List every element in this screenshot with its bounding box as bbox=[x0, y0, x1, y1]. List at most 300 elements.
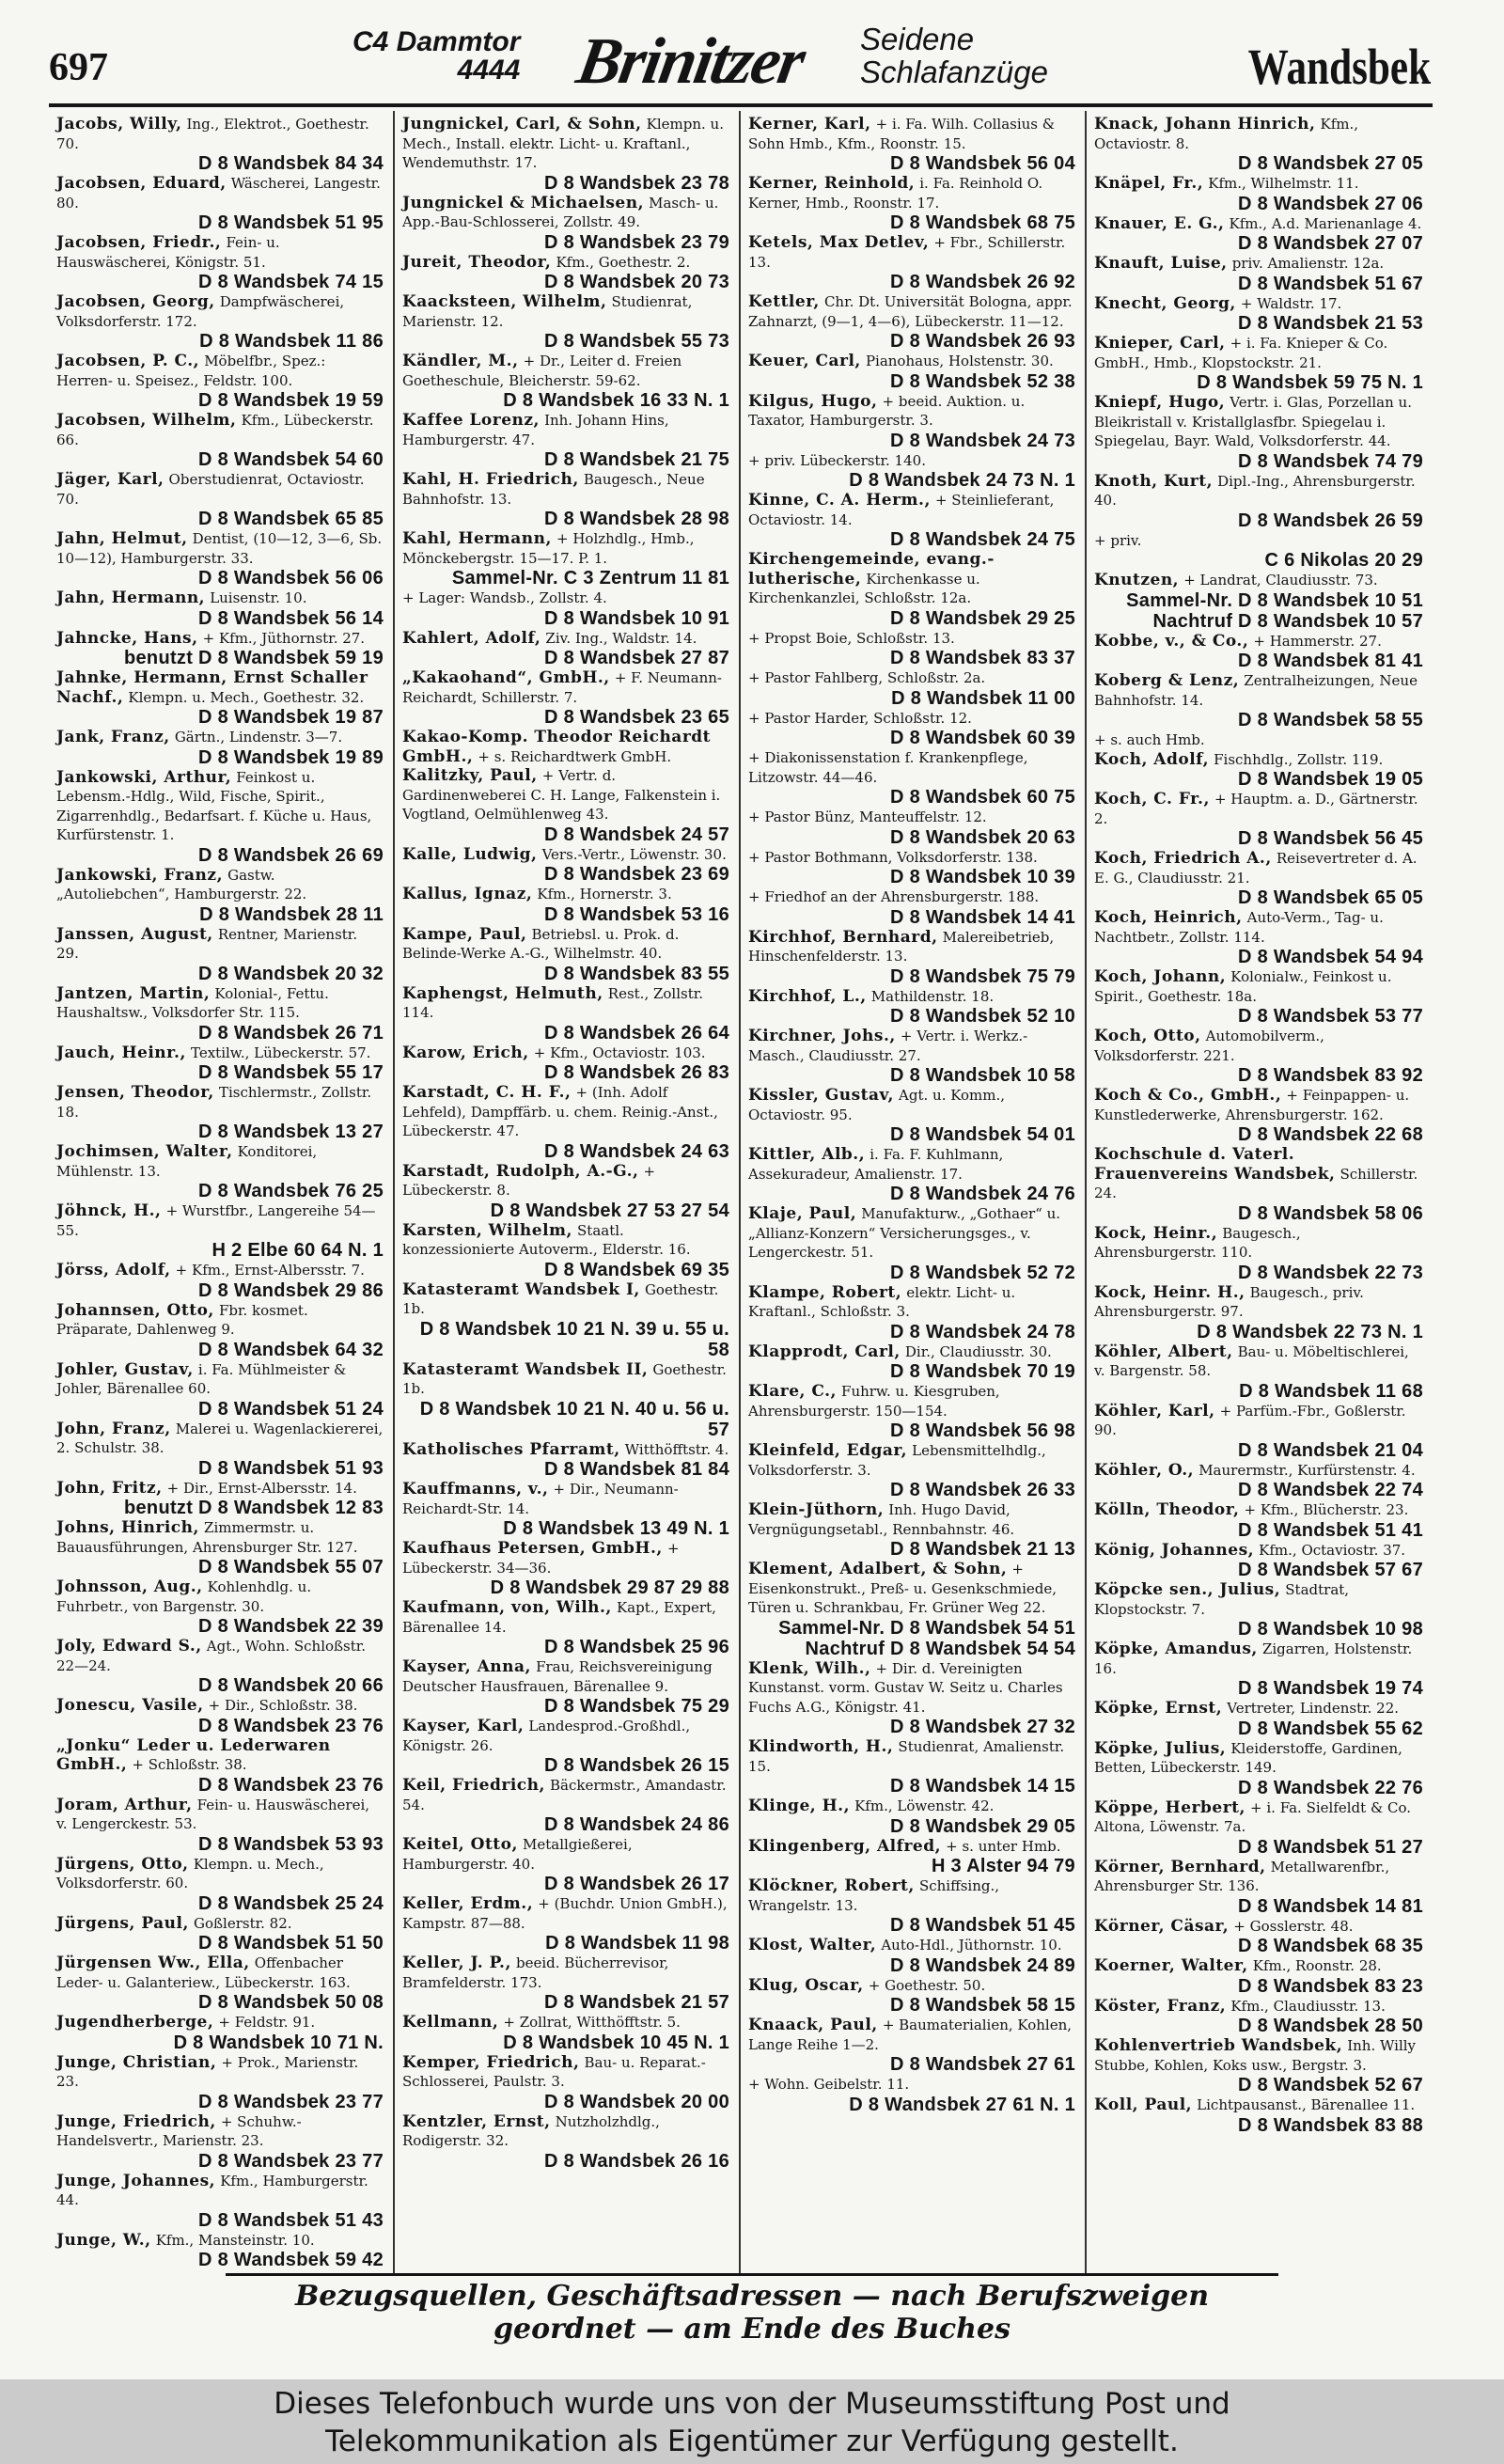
entry-detail: Kohlenhdlg. u. Fuhrbetr., von Bargenstr. 30. bbox=[56, 1578, 312, 1615]
entry-phone-number: D 8 Wandsbek 55 17 bbox=[198, 1062, 384, 1083]
directory-entry bbox=[748, 1382, 1075, 1441]
directory-entry bbox=[748, 1737, 1075, 1797]
entry-detail: Masch- u. App.-Bau-Schlosserei, Zollstr. 49. bbox=[402, 194, 719, 230]
entry-phone-number: D 8 Wandsbek 68 75 bbox=[890, 212, 1075, 233]
entry-detail: Inh. Johann Hins, Hamburgerstr. 47. bbox=[402, 412, 669, 448]
entry-phone-number: D 8 Wandsbek 65 85 bbox=[198, 509, 384, 529]
directory-entry bbox=[402, 845, 729, 886]
entry-phone-number: D 8 Wandsbek 23 77 bbox=[198, 2150, 384, 2172]
header-rule bbox=[49, 103, 1433, 107]
entry-phone-number: D 8 Wandsbek 24 78 bbox=[890, 1321, 1075, 1342]
entry-detail: + Prok., Marienstr. 23. bbox=[56, 2053, 359, 2090]
directory-entry bbox=[748, 1560, 1075, 1659]
entry-phone-number: D 8 Wandsbek 25 96 bbox=[544, 1637, 729, 1657]
entry-phone-number: D 8 Wandsbek 50 08 bbox=[198, 1992, 384, 2013]
directory-entry bbox=[56, 1083, 384, 1142]
directory-entry bbox=[1094, 571, 1423, 632]
entry-name: Koch, Johann, bbox=[1094, 967, 1227, 986]
entry-detail: Lichtpausanst., Bärenallee 11. bbox=[1197, 2096, 1416, 2113]
entry-phone-number: D 8 Wandsbek 27 05 bbox=[1238, 153, 1423, 174]
entry-phone-number: D 8 Wandsbek 51 67 bbox=[1238, 273, 1423, 294]
entry-name: Kock, Heinr. H., bbox=[1094, 1282, 1246, 1302]
directory-entry bbox=[56, 174, 384, 233]
entry-phone-number: D 8 Wandsbek 56 04 bbox=[890, 153, 1075, 174]
notice-line-2: Telekommunikation als Eigentümer zur Verfügung gestellt. bbox=[325, 2425, 1179, 2458]
entry-detail: + Pastor Bünz, Manteuffelstr. 12. bbox=[748, 808, 987, 825]
entry-name: Kaphengst, Helmuth, bbox=[402, 983, 603, 1003]
entry-phone-number: D 8 Wandsbek 54 60 bbox=[198, 449, 384, 470]
entry-phone-number: D 8 Wandsbek 21 13 bbox=[890, 1539, 1075, 1560]
entry-phone-number: D 8 Wandsbek 10 39 bbox=[890, 867, 1075, 887]
entry-detail: Mathildenstr. 18. bbox=[870, 987, 995, 1005]
directory-entry bbox=[56, 1637, 384, 1696]
directory-entry bbox=[402, 194, 729, 253]
entry-detail: Klempn. u. Mech., Volksdorferstr. 60. bbox=[56, 1855, 324, 1891]
column-3 bbox=[741, 111, 1087, 2273]
entry-phone-number: D 8 Wandsbek 14 41 bbox=[890, 906, 1075, 928]
directory-entry bbox=[1094, 1342, 1423, 1402]
entry-detail: Gärtn., Lindenstr. 3—7. bbox=[174, 729, 343, 745]
entry-name: Junge, W., bbox=[56, 2230, 151, 2250]
entry-detail: Luisenstr. 10. bbox=[210, 589, 307, 606]
entry-phone-number: D 8 Wandsbek 52 10 bbox=[890, 1006, 1075, 1027]
entry-name: Karsten, Wilhelm, bbox=[402, 1220, 572, 1240]
running-title: Wandsbek bbox=[1247, 39, 1431, 95]
entry-phone-number: D 8 Wandsbek 26 83 bbox=[544, 1062, 729, 1083]
entry-detail: + Pastor Bothmann, Volksdorferstr. 138. bbox=[748, 848, 1038, 866]
entry-detail: Inh. Willy Stubbe, Kohlen, Koks usw., Bergstr. 3. bbox=[1094, 2037, 1417, 2074]
entry-detail: Kfm., Löwenstr. 42. bbox=[854, 1797, 995, 1814]
directory-entry bbox=[56, 984, 384, 1044]
directory-entry bbox=[1094, 214, 1423, 255]
directory-entry bbox=[402, 589, 729, 629]
entry-name: Kaufhaus Petersen, GmbH., bbox=[402, 1539, 663, 1558]
entry-name: Klenk, Wilh., bbox=[748, 1658, 871, 1678]
entry-name: Keitel, Otto, bbox=[402, 1835, 518, 1854]
directory-entry bbox=[56, 1142, 384, 1201]
entry-detail: + Dir. d. Vereinigten Kunstanst. vorm. Gustav W. Seitz u. Charles Fuchs A.G., Königstr. 41. bbox=[748, 1659, 1063, 1716]
entry-name: Junge, Johannes, bbox=[56, 2171, 216, 2190]
entry-phone-number: D 8 Wandsbek 83 23 bbox=[1238, 1975, 1423, 1997]
entry-phone-number: D 8 Wandsbek 60 39 bbox=[890, 728, 1075, 748]
entry-detail: Goßlerstr. 82. bbox=[194, 1914, 292, 1932]
entry-phone-number: D 8 Wandsbek 27 06 bbox=[1238, 193, 1423, 214]
directory-entry bbox=[1094, 472, 1423, 531]
entry-detail: Kfm., Octaviostr. 8. bbox=[1094, 116, 1359, 152]
entry-name: Kellmann, bbox=[402, 2013, 499, 2032]
directory-entry bbox=[56, 1044, 384, 1084]
entry-detail: + Dr., Leiter d. Freien Goetheschule, Bleicherstr. 59-62. bbox=[402, 353, 682, 389]
entry-phone-number: Sammel-Nr. D 8 Wandsbek 10 51 Nachtruf D 8 Wandsbek 10 57 bbox=[1126, 589, 1423, 632]
ownership-notice bbox=[0, 2379, 1504, 2464]
entry-phone-number: D 8 Wandsbek 21 04 bbox=[1238, 1439, 1423, 1461]
entry-name: Jörss, Adolf, bbox=[56, 1261, 171, 1279]
directory-entry bbox=[748, 808, 1075, 848]
directory-entry bbox=[56, 1420, 384, 1479]
directory-entry bbox=[748, 352, 1075, 392]
entry-phone-number: D 8 Wandsbek 26 71 bbox=[198, 1022, 384, 1044]
entry-name: Knauft, Luise, bbox=[1094, 254, 1228, 273]
directory-entry bbox=[56, 1736, 384, 1796]
entry-detail: Konditorei, Mühlenstr. 13. bbox=[56, 1143, 318, 1180]
entry-detail: + Steinlieferant, Octaviostr. 14. bbox=[748, 492, 1055, 528]
entry-phone-number: D 8 Wandsbek 11 68 bbox=[1239, 1380, 1423, 1402]
directory-entry bbox=[1094, 115, 1423, 174]
entry-name: Jahn, Helmut, bbox=[56, 529, 188, 548]
entry-detail: Baugesch., Neue Bahnhofstr. 13. bbox=[402, 471, 705, 508]
entry-name: Jürgens, Paul, bbox=[56, 1913, 189, 1933]
entry-detail: + Holzhdlg., Hmb., Mönckebergstr. 15—17. P. 1. bbox=[402, 530, 695, 567]
entry-phone-number: D 8 Wandsbek 51 45 bbox=[890, 1915, 1075, 1936]
entry-name: Klement, Adalbert, & Sohn, bbox=[748, 1560, 1008, 1578]
entry-name: Kerner, Reinhold, bbox=[748, 174, 916, 193]
entry-name: Kahlert, Adolf, bbox=[402, 628, 541, 648]
entry-phone-number: D 8 Wandsbek 22 73 N. 1 bbox=[1197, 1321, 1423, 1342]
entry-name: Jacobsen, Wilhelm, bbox=[56, 411, 237, 430]
directory-entry bbox=[1094, 790, 1423, 849]
directory-entry bbox=[402, 470, 729, 529]
entry-name: Koch, C. Fr., bbox=[1094, 790, 1210, 808]
entry-phone-number: D 8 Wandsbek 23 77 bbox=[198, 2091, 384, 2112]
entry-detail: Baugesch., priv. Ahrensburgerstr. 97. bbox=[1094, 1283, 1364, 1320]
entry-detail: Fein- u. Hauswäscherei, Königstr. 51. bbox=[56, 234, 280, 271]
directory-entry bbox=[1094, 1640, 1423, 1699]
entry-name: „Kakaohand“, GmbH., bbox=[402, 668, 610, 687]
entry-name: Keller, Erdm., bbox=[402, 1894, 534, 1913]
directory-entry bbox=[402, 1280, 729, 1360]
entry-name: Knauer, E. G., bbox=[1094, 213, 1225, 233]
entry-detail: Baugesch., Ahrensburgerstr. 110. bbox=[1094, 1224, 1301, 1261]
entry-detail: Kfm., Roonstr. 28. bbox=[1252, 1957, 1382, 1974]
entry-phone-number: D 8 Wandsbek 23 69 bbox=[544, 864, 729, 885]
entry-detail: Vertreter, Lindenstr. 22. bbox=[1227, 1700, 1400, 1717]
entry-detail: i. Fa. Reinhold O. Kerner, Hmb., Roonstr. 17. bbox=[748, 175, 1043, 212]
directory-entry bbox=[56, 2112, 384, 2172]
entry-phone-number: D 8 Wandsbek 29 05 bbox=[890, 1815, 1075, 1837]
directory-entry bbox=[1094, 1956, 1423, 1997]
entry-name: Kissler, Gustav, bbox=[748, 1086, 894, 1105]
entry-phone-number: D 8 Wandsbek 56 06 bbox=[198, 568, 384, 589]
entry-detail: Agt., Wohn. Schloßstr. 22—24. bbox=[56, 1638, 367, 1674]
entry-phone-number: D 8 Wandsbek 21 53 bbox=[1238, 313, 1423, 334]
entry-name: Karstadt, C. H. F., bbox=[402, 1083, 572, 1102]
entry-phone-number: C 6 Nikolas 20 29 bbox=[1264, 550, 1423, 571]
entry-detail: Kapt., Expert, Bärenallee 14. bbox=[402, 1599, 716, 1636]
entry-phone-number: D 8 Wandsbek 59 42 bbox=[198, 2250, 384, 2270]
entry-detail: elektr. Licht- u. Kraftanl., Schloßstr. 3. bbox=[748, 1283, 1016, 1320]
entry-phone-number: D 8 Wandsbek 58 55 bbox=[1238, 710, 1423, 730]
directory-entry bbox=[56, 925, 384, 984]
entry-detail: Kfm., Goethestr. 2. bbox=[556, 253, 691, 271]
entry-name: Köhler, O., bbox=[1094, 1460, 1195, 1480]
entry-name: Jäger, Karl, bbox=[56, 470, 164, 489]
entry-name: Kaufmann, von, Wilh., bbox=[402, 1598, 612, 1617]
entry-detail: + i. Fa. Sielfeldt & Co. Altona, Löwenstr. 7a. bbox=[1094, 1798, 1412, 1835]
entry-name: Köpke, Julius, bbox=[1094, 1738, 1227, 1758]
entry-detail: Auto-Verm., Tag- u. Nachtbetr., Zollstr. 114. bbox=[1094, 909, 1384, 946]
entry-name: Köpcke sen., Julius, bbox=[1094, 1580, 1281, 1599]
directory-entry bbox=[56, 1261, 384, 1301]
entry-phone-number: D 8 Wandsbek 51 95 bbox=[198, 212, 384, 233]
directory-entry bbox=[402, 529, 729, 589]
directory-entry bbox=[402, 1083, 729, 1162]
entry-phone-number: D 8 Wandsbek 83 55 bbox=[544, 963, 729, 984]
directory-entry bbox=[748, 292, 1075, 352]
entry-detail: Kolonialw., Feinkost u. Spirit., Goethestr. 18a. bbox=[1094, 968, 1392, 1005]
directory-entry bbox=[1094, 1086, 1423, 1145]
entry-name: Jahn, Hermann, bbox=[56, 589, 206, 607]
entry-name: Janssen, August, bbox=[56, 924, 213, 944]
entry-name: Knutzen, bbox=[1094, 571, 1180, 589]
entry-phone-number: D 8 Wandsbek 19 74 bbox=[1238, 1678, 1423, 1699]
directory-entry bbox=[402, 1954, 729, 2013]
entry-detail: + s. Reichardtwerk GmbH. bbox=[478, 747, 672, 765]
entry-detail: Malerei u. Wagenlackiererei, 2. Schulstr. 38. bbox=[56, 1420, 384, 1456]
directory-entry bbox=[748, 1145, 1075, 1204]
directory-entry bbox=[56, 1696, 384, 1736]
entry-name: Kirchengemeinde, evang.-lutherische, bbox=[748, 550, 995, 589]
entry-name: Koll, Paul, bbox=[1094, 2095, 1193, 2114]
directory-entry bbox=[56, 1954, 384, 2013]
entry-detail: Zentralheizungen, Neue Bahnhofstr. 14. bbox=[1094, 672, 1418, 709]
entry-detail: + Hammerstr. 27. bbox=[1253, 632, 1382, 650]
directory-entry bbox=[56, 1479, 384, 1519]
entry-phone-number: D 8 Wandsbek 26 93 bbox=[890, 331, 1075, 352]
directory-entry bbox=[402, 1360, 729, 1440]
entry-phone-number: D 8 Wandsbek 22 39 bbox=[198, 1616, 384, 1637]
entry-name: Knaack, Paul, bbox=[748, 2016, 878, 2034]
entry-name: Kölln, Theodor, bbox=[1094, 1500, 1240, 1519]
entry-name: Jureit, Theodor, bbox=[402, 252, 552, 272]
entry-detail: + Pastor Fahlberg, Schloßstr. 2a. bbox=[748, 669, 986, 686]
entry-detail: Fischhdlg., Zollstr. 119. bbox=[1214, 750, 1384, 768]
entry-detail: + Lager: Wandsb., Zollstr. 4. bbox=[402, 589, 607, 606]
entry-phone-number: D 8 Wandsbek 10 98 bbox=[1238, 1619, 1423, 1640]
entry-detail: Rentner, Marienstr. 29. bbox=[56, 925, 358, 962]
entry-name: Jungnickel & Michaelsen, bbox=[402, 193, 644, 212]
directory-entry bbox=[56, 1796, 384, 1855]
directory-entry bbox=[402, 1717, 729, 1776]
entry-detail: Kfm., Claudiusstr. 13. bbox=[1230, 1997, 1386, 2015]
entry-phone-number: D 8 Wandsbek 27 32 bbox=[890, 1717, 1075, 1737]
entry-name: Kirchhof, Bernhard, bbox=[748, 927, 938, 947]
entry-detail: + s. unter Hmb. bbox=[946, 1837, 1061, 1855]
directory-entry bbox=[56, 115, 384, 174]
directory-entry bbox=[402, 925, 729, 984]
ad-phone-block bbox=[352, 28, 520, 85]
entry-name: Knecht, Georg, bbox=[1094, 293, 1236, 313]
directory-entry bbox=[56, 589, 384, 629]
entry-detail: Witthöfftstr. 4. bbox=[624, 1440, 729, 1458]
entry-phone-number: D 8 Wandsbek 26 69 bbox=[198, 844, 384, 866]
entry-detail: + Hauptm. a. D., Gärtnerstr. 2. bbox=[1094, 791, 1418, 827]
entry-detail: Kirchenkasse u. Kirchenkanzlei, Schloßstr. 12a. bbox=[748, 570, 980, 606]
entry-detail: Schillerstr. 24. bbox=[1094, 1165, 1418, 1201]
entry-phone-number: D 8 Wandsbek 51 41 bbox=[1238, 1519, 1423, 1541]
entry-name: Jankowski, Franz, bbox=[56, 865, 223, 885]
entry-name: Koch, Adolf, bbox=[1094, 749, 1210, 769]
entry-name: Keller, J. P., bbox=[402, 1954, 511, 1972]
entry-name: Johler, Gustav, bbox=[56, 1359, 194, 1379]
entry-phone-number: D 8 Wandsbek 69 35 bbox=[544, 1259, 729, 1280]
ad-exchange: C4 Dammtor bbox=[352, 26, 521, 57]
directory-entry bbox=[1094, 849, 1423, 908]
entry-phone-number: D 8 Wandsbek 28 50 bbox=[1238, 2016, 1423, 2036]
entry-phone-number: D 8 Wandsbek 19 87 bbox=[198, 707, 384, 728]
directory-entry bbox=[402, 1480, 729, 1539]
entry-name: Karow, Erich, bbox=[402, 1043, 529, 1062]
entry-name: Jonescu, Vasile, bbox=[56, 1696, 204, 1715]
entry-detail: + Kfm., Jüthornstr. 27. bbox=[202, 629, 366, 647]
entry-name: Klöckner, Robert, bbox=[748, 1876, 915, 1895]
entry-phone-number: D 8 Wandsbek 83 88 bbox=[1238, 2114, 1423, 2136]
entry-phone-number: D 8 Wandsbek 65 05 bbox=[1238, 887, 1423, 908]
directory-entry bbox=[1094, 1798, 1423, 1858]
directory-entry bbox=[748, 928, 1075, 987]
directory-entry bbox=[56, 292, 384, 352]
directory-entry bbox=[1094, 1500, 1423, 1541]
directory-entry bbox=[402, 1657, 729, 1717]
entry-phone-number: D 8 Wandsbek 19 59 bbox=[198, 390, 384, 411]
entry-detail: Maurermstr., Kurfürstenstr. 4. bbox=[1198, 1461, 1416, 1479]
ad-product bbox=[860, 24, 1048, 88]
entry-phone-number: D 8 Wandsbek 52 38 bbox=[890, 370, 1075, 392]
ad-product-line2: Schlafanzüge bbox=[860, 54, 1048, 89]
entry-detail: + Parfüm.-Fbr., Goßlerstr. 90. bbox=[1094, 1402, 1406, 1438]
entry-detail: Betriebsl. u. Prok. d. Belinde-Werke A.-G., Wilhelmstr. 40. bbox=[402, 925, 680, 962]
entry-name: Kändler, M., bbox=[402, 352, 519, 370]
directory-entry bbox=[748, 491, 1075, 550]
entry-detail: Möbelfbr., Spez.: Herren- u. Speisez., Feldstr. 100. bbox=[56, 353, 326, 389]
entry-detail: + i. Fa. Wilh. Collasius & Sohn Hmb., Kfm., Roonstr. 15. bbox=[748, 116, 1056, 152]
ad-product-line1: Seidene bbox=[860, 22, 975, 56]
entry-phone-number: D 8 Wandsbek 24 86 bbox=[544, 1814, 729, 1835]
entry-detail: Kleiderstoffe, Gardinen, Betten, Lübeckerstr. 149. bbox=[1094, 1739, 1402, 1776]
entry-detail: Goethestr. 1b. bbox=[402, 1280, 719, 1317]
entry-phone-number: D 8 Wandsbek 21 75 bbox=[544, 449, 729, 470]
entry-detail: Kfm., Lübeckerstr. 66. bbox=[56, 412, 374, 448]
entry-detail: + Goethestr. 50. bbox=[868, 1976, 986, 1994]
entry-detail: + Lübeckerstr. 34—36. bbox=[402, 1540, 680, 1577]
entry-phone-number: benutzt D 8 Wandsbek 59 19 bbox=[123, 648, 384, 668]
entry-detail: Metallgießerei, Hamburgerstr. 40. bbox=[402, 1836, 633, 1873]
directory-entry bbox=[1094, 1027, 1423, 1086]
entry-name: Kaffee Lorenz, bbox=[402, 411, 540, 430]
entry-detail: Fuhrw. u. Kiesgruben, Ahrensburgerstr. 150—154. bbox=[748, 1383, 1000, 1420]
entry-name: Kirchner, Johs., bbox=[748, 1027, 896, 1045]
directory-entry bbox=[402, 411, 729, 470]
entry-detail: Oberstudienrat, Octaviostr. 70. bbox=[56, 471, 365, 508]
entry-detail: i. Fa. F. Kuhlmann, Assekuradeur, Amalienstr. 17. bbox=[748, 1146, 1004, 1183]
entry-phone-number: D 8 Wandsbek 59 75 N. 1 bbox=[1197, 372, 1423, 393]
entry-name: Junge, Friedrich, bbox=[56, 2111, 216, 2131]
entry-phone-number: D 8 Wandsbek 24 89 bbox=[890, 1954, 1075, 1976]
directory-entry bbox=[402, 668, 729, 728]
entry-detail: + Zollrat, Witthöfftstr. 5. bbox=[503, 2014, 681, 2031]
entry-detail: Kfm., Mansteinstr. 10. bbox=[155, 2231, 315, 2249]
directory-entry bbox=[1094, 1402, 1423, 1461]
entry-detail: Tischlermstr., Zollstr. 18. bbox=[56, 1084, 372, 1121]
entry-phone-number: D 8 Wandsbek 23 65 bbox=[544, 707, 729, 728]
entry-phone-number: D 8 Wandsbek 14 81 bbox=[1238, 1895, 1423, 1917]
entry-phone-number: D 8 Wandsbek 23 76 bbox=[198, 1774, 384, 1796]
entry-detail: Wäscherei, Langestr. 80. bbox=[56, 175, 381, 212]
directory-entry bbox=[748, 1342, 1075, 1383]
entry-name: Kentzler, Ernst, bbox=[402, 2111, 551, 2131]
entry-detail: Zimmermstr. u. Bauausführungen, Ahrensburger Str. 127. bbox=[56, 1519, 358, 1556]
entry-name: Knoth, Kurt, bbox=[1094, 471, 1214, 491]
entry-phone-number: D 8 Wandsbek 56 14 bbox=[198, 607, 384, 629]
directory-entry bbox=[56, 668, 384, 728]
entry-detail: + Kfm., Blücherstr. 23. bbox=[1244, 1501, 1409, 1518]
entry-name: Köhler, Albert, bbox=[1094, 1342, 1233, 1361]
entry-name: Koerner, Walter, bbox=[1094, 1956, 1248, 1975]
entry-phone-number: D 8 Wandsbek 53 93 bbox=[198, 1833, 384, 1855]
directory-entry bbox=[1094, 750, 1423, 791]
directory-entry bbox=[1094, 632, 1423, 672]
entry-detail: Offenbacher Leder- u. Galanteriew., Lübeckerstr. 163. bbox=[56, 1954, 351, 1991]
directory-entry bbox=[1094, 2095, 1423, 2136]
entry-name: Kock, Heinr., bbox=[1094, 1223, 1218, 1243]
entry-phone-number: D 8 Wandsbek 27 07 bbox=[1238, 233, 1423, 254]
entry-phone-number: D 8 Wandsbek 29 87 29 88 bbox=[490, 1577, 729, 1598]
entry-phone-number: D 8 Wandsbek 26 92 bbox=[890, 272, 1075, 292]
entry-name: Jacobs, Willy, bbox=[56, 115, 182, 133]
directory-entry bbox=[402, 253, 729, 293]
footer-rule bbox=[226, 2273, 1278, 2276]
directory-entry bbox=[402, 629, 729, 669]
entry-detail: + Vertr. d. Gardinenweberei C. H. Lange, Falkenstein i. Vogtland, Oelmühlenweg 43. bbox=[402, 767, 721, 823]
entry-name: Kochschule d. Vaterl. Frauenvereins Wandsbek, bbox=[1094, 1145, 1336, 1184]
entry-phone-number: D 8 Wandsbek 26 64 bbox=[544, 1022, 729, 1044]
entry-name: Kahl, Hermann, bbox=[402, 529, 552, 548]
entry-detail: Klempn. u. Mech., Goethestr. 32. bbox=[128, 688, 365, 706]
entry-detail: + Schloßstr. 38. bbox=[132, 1756, 247, 1773]
entry-detail: Auto-Hdl., Jüthornstr. 10. bbox=[881, 1937, 1062, 1954]
directory-entry bbox=[748, 1936, 1075, 1976]
directory-entry bbox=[748, 709, 1075, 749]
entry-phone-number: D 8 Wandsbek 10 45 N. 1 bbox=[503, 2032, 729, 2053]
entry-phone-number: D 8 Wandsbek 10 21 N. 39 u. 55 u. 58 bbox=[419, 1318, 729, 1360]
entry-phone-number: D 8 Wandsbek 27 61 bbox=[890, 2054, 1075, 2075]
entry-detail: Studienrat, Amalienstr. 15. bbox=[748, 1738, 1065, 1775]
entry-name: Kalle, Ludwig, bbox=[402, 844, 538, 864]
directory-entry bbox=[56, 2013, 384, 2053]
entry-name: Koch & Co., GmbH., bbox=[1094, 1086, 1282, 1105]
directory-entry bbox=[748, 1797, 1075, 1837]
entry-detail: Goethestr. 1b. bbox=[402, 1360, 727, 1397]
entry-name: Kohlenvertrieb Wandsbek, bbox=[1094, 2036, 1343, 2055]
entry-name: Jochimsen, Walter, bbox=[56, 1142, 233, 1161]
entry-name: Jauch, Heinr., bbox=[56, 1043, 186, 1062]
entry-name: Jürgensen Ww., Ella, bbox=[56, 1954, 250, 1972]
entry-detail: Ing., Elektrot., Goethestr. 70. bbox=[56, 116, 369, 152]
entry-name: Knack, Johann Hinrich, bbox=[1094, 115, 1316, 133]
entry-name: Jugendherberge, bbox=[56, 2013, 214, 2032]
entry-phone-number: D 8 Wandsbek 53 77 bbox=[1238, 1006, 1423, 1027]
entry-name: Johns, Hinrich, bbox=[56, 1518, 199, 1537]
directory-entry bbox=[748, 451, 1075, 492]
directory-entry bbox=[402, 728, 729, 766]
entry-phone-number: D 8 Wandsbek 24 63 bbox=[544, 1140, 729, 1162]
entry-phone-number: D 8 Wandsbek 52 72 bbox=[890, 1262, 1075, 1283]
directory-entry bbox=[56, 629, 384, 669]
entry-name: Kirchhof, L., bbox=[748, 986, 867, 1006]
entry-detail: Dampfwäscherei, Volksdorferstr. 172. bbox=[56, 293, 345, 330]
entry-detail: Bau- u. Möbeltischlerei, v. Bargenstr. 58. bbox=[1094, 1342, 1409, 1379]
directory-entry bbox=[748, 233, 1075, 292]
directory-entry bbox=[402, 2112, 729, 2172]
